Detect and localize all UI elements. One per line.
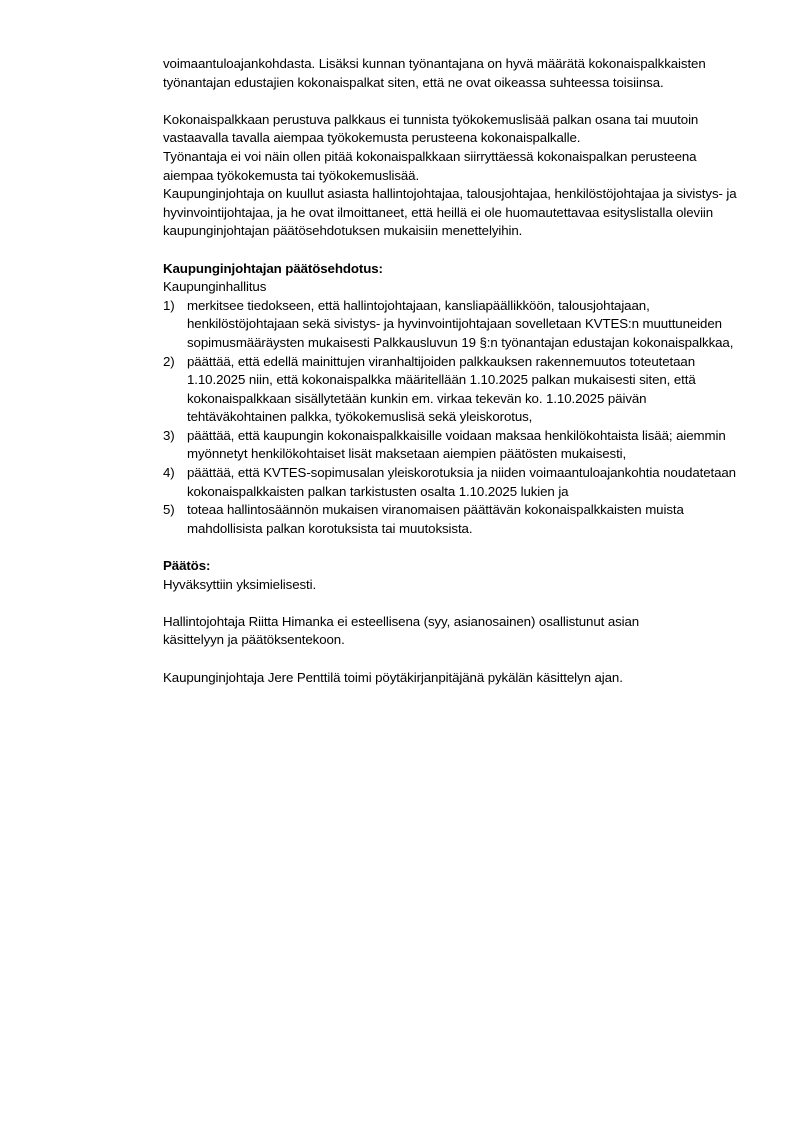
- proposal-item-5: [163, 501, 732, 538]
- paragraph-employer-basis: Työnantaja ei voi näin ollen pitää kokonaispalkkaan siirryttäessä kokonaispalkan perusteena aiempaa työkokemusta tai työkokemuslisää.: [163, 148, 697, 183]
- decision-text: Hyväksyttiin yksimielisesti.: [163, 576, 317, 592]
- item-number: 5): [163, 502, 175, 518]
- item-number: 4): [163, 465, 175, 481]
- paragraph-work-experience: Kokonaispalkkaan perustuva palkkaus ei tunnista työkokemuslisää palkan osana tai muutoin vastaavalla tavalla aiempaa työkokemusta perusteena kokonaispalkalle.: [163, 111, 699, 146]
- proposal-list: [163, 297, 743, 539]
- proposal-item-2: [163, 353, 742, 427]
- proposal-item-3: [163, 427, 767, 464]
- spacer: [163, 594, 743, 613]
- proposal-item-1: [163, 297, 737, 353]
- decision-heading: Päätös:: [163, 558, 211, 574]
- item-text: merkitsee tiedokseen, että hallintojohtajaan, kansliapäällikköön, talousjohtajaan, henkilöstöjohtajaan sekä sivistys- ja hyvinvointijohtajaan sovelletaan KVTES:n muuttuneiden sopimusmääräysten mukaisesti Palkkausluvun 19 §:n työnantajan edustajan kokonaispalkkaa,: [187, 297, 734, 350]
- document-page: [163, 55, 743, 687]
- paragraph-salary-context: voimaantuloajankohdasta. Lisäksi kunnan työnantajana on hyvä määrätä kokonaispalkkaisten työnantajan edustajien kokonaispalkat siten, että ne ovat oikeassa suhteessa toisiinsa.: [163, 56, 706, 90]
- item-text: päättää, että kaupungin kokonaispalkkaisille voidaan maksaa henkilökohtaista lisää; aiemmin myönnetyt henkilökohtaiset lisät maksetaan aiempien päätösten mukaisesti,: [187, 427, 726, 462]
- item-number: 3): [163, 427, 175, 443]
- secretary-note: Kaupunginjohtaja Jere Penttilä toimi pöytäkirjanpitäjänä pykälän käsittelyn ajan.: [163, 669, 623, 685]
- recusal-note: Hallintojohtaja Riitta Himanka ei esteellisena (syy, asianosainen) osallistunut asian käsittelyyn ja päätöksentekoon.: [163, 613, 640, 648]
- item-number: 1): [163, 297, 175, 313]
- proposal-item-4: [163, 464, 752, 501]
- spacer: [163, 241, 743, 260]
- item-text: toteaa hallintosäännön mukaisen viranomaisen päättävän kokonaispalkkaisten muista mahdollisista palkan korotuksista tai muutoksista.: [187, 502, 684, 536]
- spacer: [163, 538, 743, 557]
- item-text: päättää, että edellä mainittujen viranhaltijoiden palkkauksen rakennemuutos toteutetaan 1.10.2025 niin, että kokonaispalkka määritellään 1.10.2025 palkan mukaisesti siten, että kokonaispalkkaan sisällytetään kunkin em. virkaa tekevän ko. 1.10.2025 päivän tehtäväkohtainen palkka, työkokemuslisä sekä yleiskorotus,: [187, 353, 696, 425]
- item-text: päättää, että KVTES-sopimusalan yleiskorotuksia ja niiden voimaantuloajankohtia noudatetaan kokonaispalkkaisten palkan tarkistusten osalta 1.10.2025 lukien ja: [187, 465, 736, 499]
- proposal-subject: Kaupunginhallitus: [163, 279, 267, 295]
- spacer: [163, 650, 743, 669]
- spacer: [163, 92, 743, 111]
- paragraph-consultation: Kaupunginjohtaja on kuullut asiasta hallintojohtajaa, talousjohtajaa, henkilöstöjohtajaa ja sivistys- ja hyvinvointijohtajaa, ja he ovat ilmoittaneet, että heillä ei ole huomautettavaa esityslistalla oleviin kaupunginjohtajan päätösehdotuksen mukaisiin menettelyihin.: [163, 186, 737, 239]
- item-number: 2): [163, 353, 175, 369]
- proposal-heading: Kaupunginjohtajan päätösehdotus:: [163, 260, 383, 276]
